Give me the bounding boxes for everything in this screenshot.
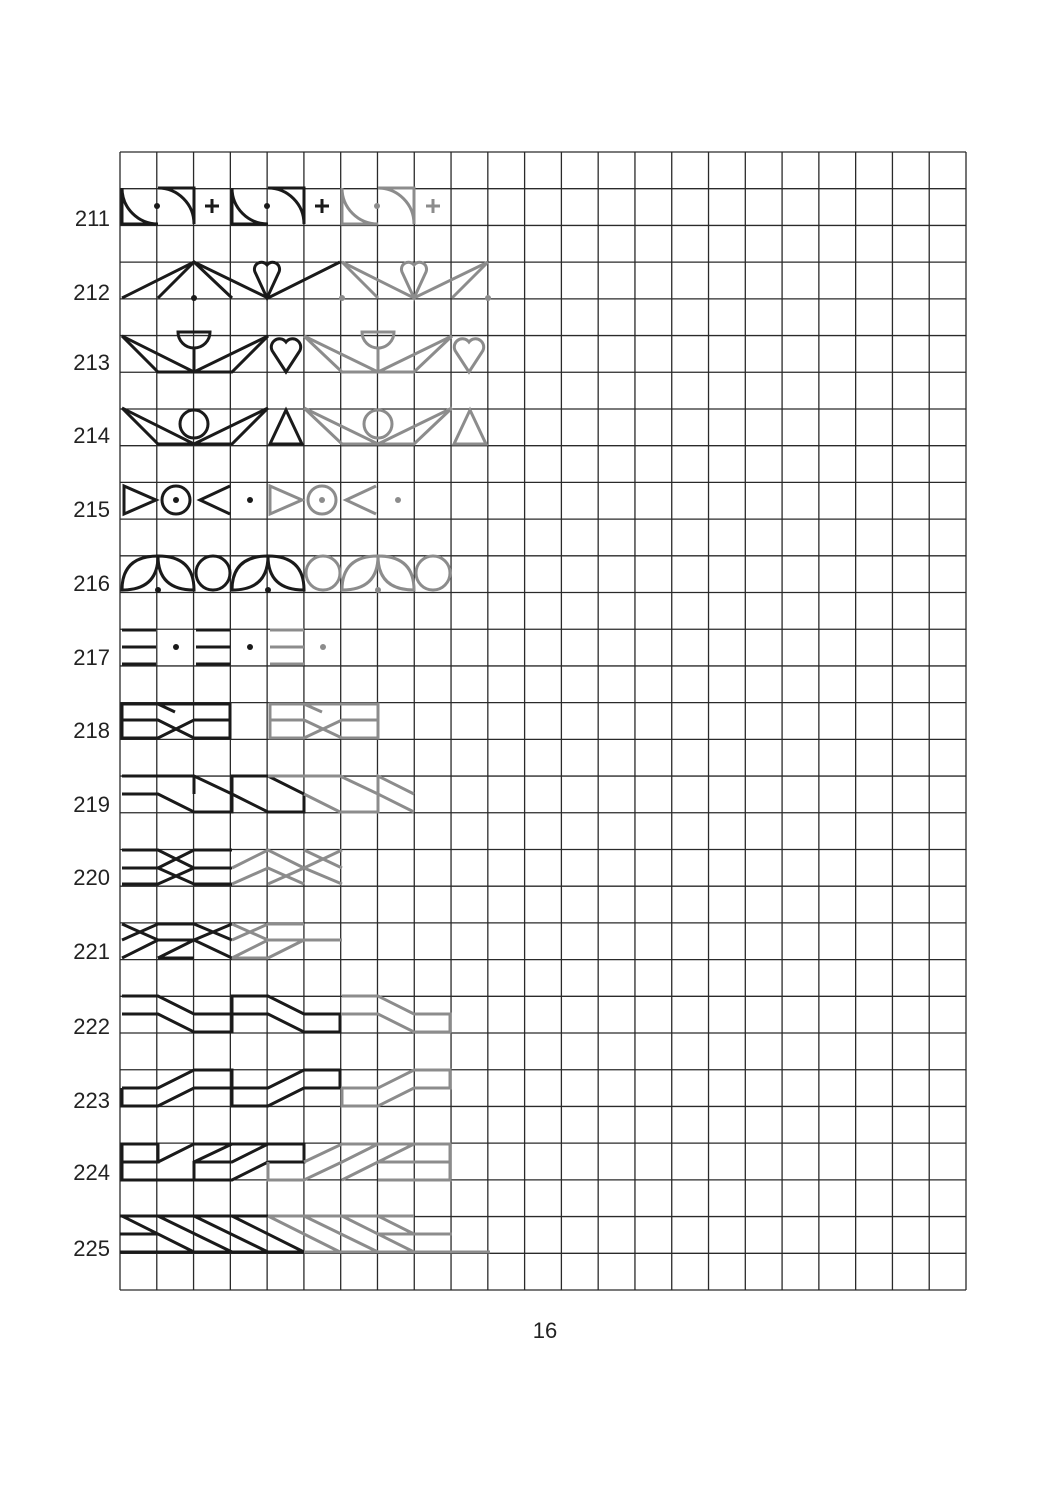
row-label-216: 216	[73, 571, 110, 596]
pattern-row-224	[122, 1144, 450, 1180]
row-label-215: 215	[73, 497, 110, 522]
row-labels	[73, 206, 110, 1261]
row-label-211: 211	[74, 206, 110, 231]
pattern-row-213	[122, 332, 484, 372]
square-grid	[120, 152, 966, 1290]
row-label-224: 224	[73, 1160, 110, 1185]
pattern-row-225	[120, 1216, 490, 1252]
pattern-row-221	[122, 924, 342, 958]
row-label-225: 225	[73, 1236, 110, 1261]
pattern-row-222	[122, 996, 450, 1032]
row-label-222: 222	[73, 1014, 110, 1039]
row-label-214: 214	[73, 423, 110, 448]
pattern-row-215	[124, 486, 401, 514]
pattern-row-211	[122, 188, 440, 224]
row-label-218: 218	[73, 718, 110, 743]
row-label-213: 213	[73, 350, 110, 375]
pattern-row-220	[122, 850, 342, 884]
pattern-row-219	[122, 776, 414, 812]
row-label-219: 219	[73, 792, 110, 817]
pattern-row-217	[122, 630, 326, 664]
row-label-223: 223	[73, 1088, 110, 1113]
row-label-220: 220	[73, 865, 110, 890]
row-label-212: 212	[73, 280, 110, 305]
pattern-row-216	[122, 556, 450, 593]
row-label-217: 217	[73, 645, 110, 670]
pattern-row-212	[122, 262, 491, 301]
page-number: 16	[532, 1318, 558, 1343]
row-label-221: 221	[73, 939, 110, 964]
pattern-row-223	[122, 1070, 450, 1106]
pattern-row-218	[122, 704, 378, 738]
